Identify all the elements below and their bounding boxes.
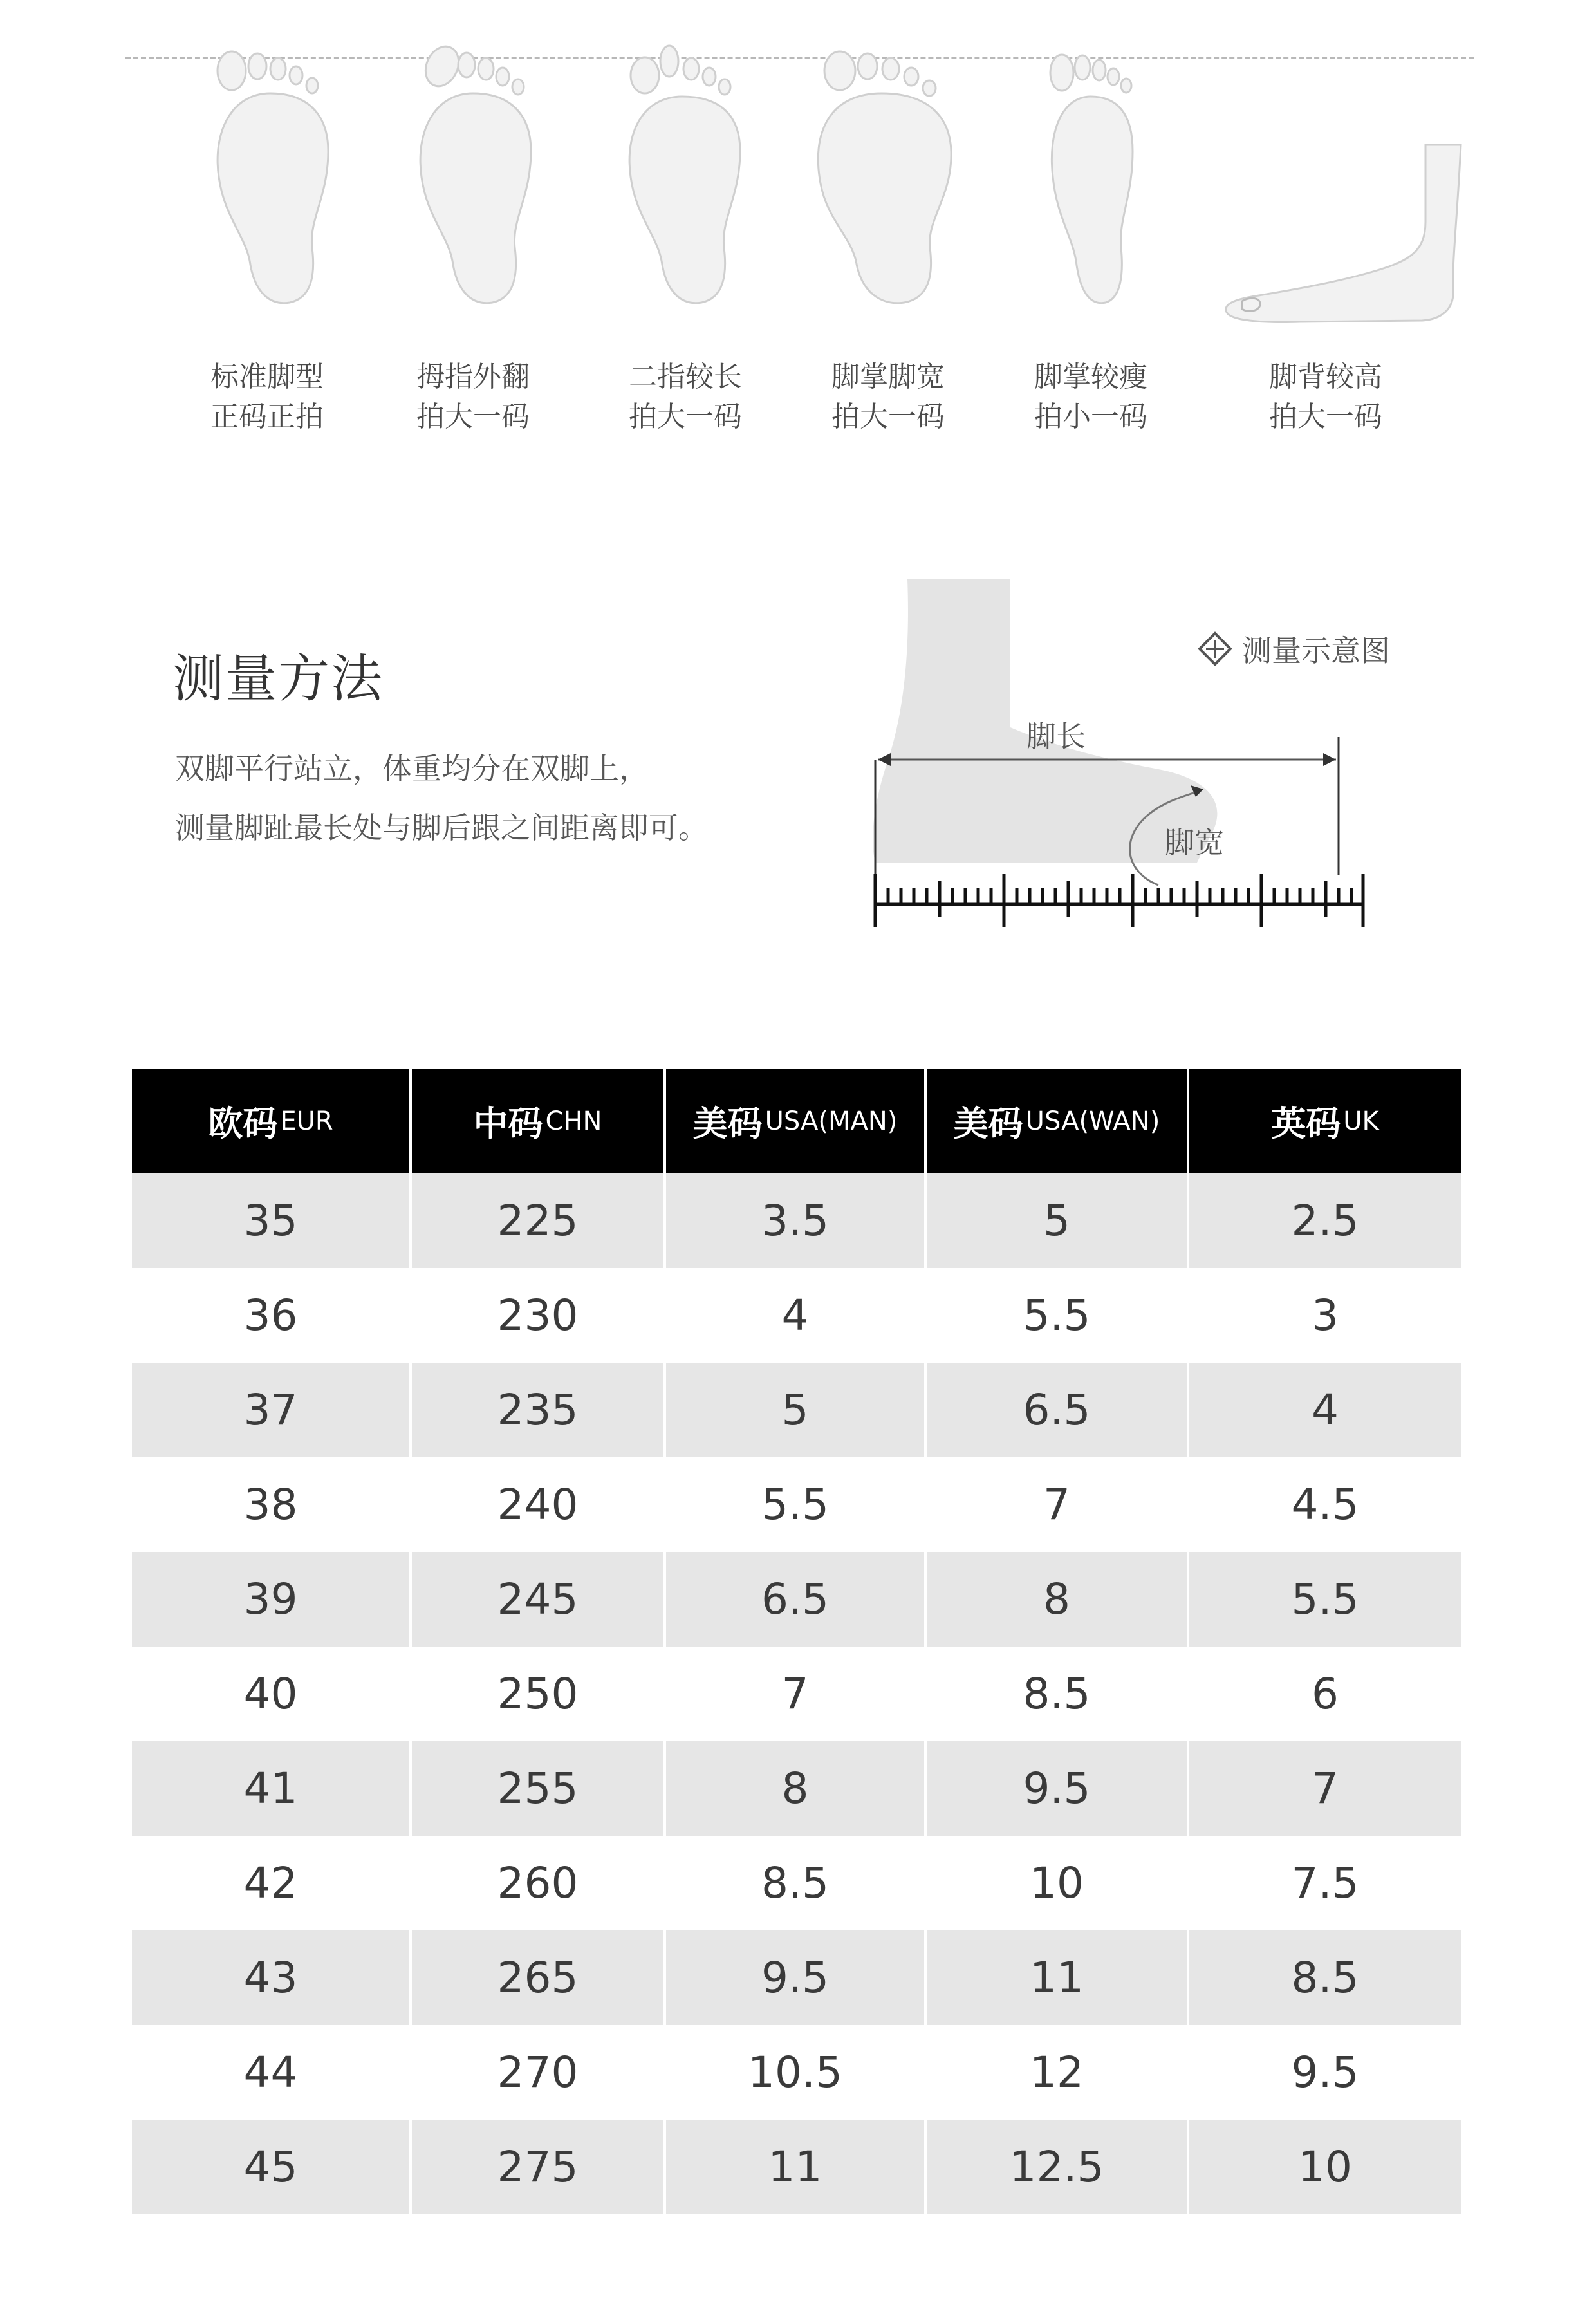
table-cell: 9.5 [666,1930,927,2025]
foot-measure-diagram [862,566,1442,940]
table-header-cell: 美码 USA(WAN) [927,1069,1189,1173]
table-cell: 275 [412,2120,666,2214]
table-cell: 235 [412,1363,666,1457]
table-cell: 37 [132,1363,412,1457]
table-cell: 245 [412,1552,666,1647]
table-cell: 8.5 [1189,1930,1461,2025]
table-cell: 5.5 [666,1457,927,1552]
table-cell: 44 [132,2025,412,2120]
table-cell: 8 [666,1741,927,1836]
table-cell: 5.5 [927,1268,1189,1363]
foot-type-caption: 标准脚型 正码正拍 [210,360,324,433]
measure-title: 测量方法 [172,649,384,709]
table-cell: 3.5 [666,1173,927,1268]
table-header-cell: 欧码 EUR [132,1069,412,1173]
table-row [132,2120,1461,2214]
wide-foot-icon [804,35,959,319]
table-cell: 2.5 [1189,1173,1461,1268]
table-cell: 36 [132,1268,412,1363]
table-cell: 40 [132,1647,412,1741]
table-cell: 35 [132,1173,412,1268]
foot-type-caption: 脚掌较瘦 拍小一码 [1034,360,1147,433]
table-cell: 250 [412,1647,666,1741]
table-cell: 230 [412,1268,666,1363]
table-cell: 10 [1189,2120,1461,2214]
table-cell: 255 [412,1741,666,1836]
table-row [132,1836,1461,1930]
table-row [132,1268,1461,1363]
table-cell: 8.5 [927,1647,1189,1741]
table-cell: 11 [666,2120,927,2214]
table-row [132,1552,1461,1647]
table-cell: 6 [1189,1647,1461,1741]
table-cell: 5 [927,1173,1189,1268]
table-body [132,1173,1461,2214]
table-cell: 7 [1189,1741,1461,1836]
table-cell: 225 [412,1173,666,1268]
foot-length-label: 脚长 [1026,719,1086,754]
table-cell: 4.5 [1189,1457,1461,1552]
table-row [132,1741,1461,1836]
size-table [132,1069,1461,2214]
high-instep-foot-icon [1197,135,1493,328]
table-header-cell: 美码 USA(MAN) [666,1069,927,1173]
table-header-cell: 英码 UK [1189,1069,1461,1173]
long-second-toe-foot-icon [605,35,759,319]
foot-width-label: 脚宽 [1165,825,1224,860]
table-header-row [132,1069,1461,1173]
table-cell: 9.5 [1189,2025,1461,2120]
foot-type-caption: 脚掌脚宽 拍大一码 [831,360,945,433]
ruler [874,874,1364,927]
table-row [132,1647,1461,1741]
table-cell: 270 [412,2025,666,2120]
measure-instruction-line: 双脚平行站立，体重均分在双脚上， [175,751,649,786]
table-cell: 8.5 [666,1836,927,1930]
table-cell: 41 [132,1741,412,1836]
table-cell: 3 [1189,1268,1461,1363]
table-cell: 42 [132,1836,412,1930]
table-cell: 43 [132,1930,412,2025]
table-cell: 240 [412,1457,666,1552]
slim-foot-icon [1010,35,1165,319]
table-cell: 8 [927,1552,1189,1647]
table-cell: 11 [927,1930,1189,2025]
table-cell: 5 [666,1363,927,1457]
bunion-foot-icon [396,35,550,319]
table-header-cell: 中码 CHN [412,1069,666,1173]
table-cell: 10.5 [666,2025,927,2120]
measure-instruction-line: 测量脚趾最长处与脚后跟之间距离即可。 [175,810,708,845]
table-row [132,1363,1461,1457]
table-row [132,1930,1461,2025]
table-cell: 45 [132,2120,412,2214]
table-cell: 39 [132,1552,412,1647]
table-cell: 12.5 [927,2120,1189,2214]
table-row [132,2025,1461,2120]
table-cell: 6.5 [927,1363,1189,1457]
table-cell: 265 [412,1930,666,2025]
table-cell: 12 [927,2025,1189,2120]
table-row [132,1173,1461,1268]
table-cell: 7.5 [1189,1836,1461,1930]
table-cell: 4 [666,1268,927,1363]
table-cell: 260 [412,1836,666,1930]
standard-foot-icon [193,35,348,319]
foot-type-caption: 脚背较高 拍大一码 [1269,360,1382,433]
table-cell: 10 [927,1836,1189,1930]
table-cell: 9.5 [927,1741,1189,1836]
legend-label: 测量示意图 [1242,633,1390,668]
table-row [132,1457,1461,1552]
table-cell: 7 [927,1457,1189,1552]
table-cell: 4 [1189,1363,1461,1457]
foot-type-caption: 拇指外翻 拍大一码 [416,360,530,433]
table-cell: 38 [132,1457,412,1552]
table-cell: 7 [666,1647,927,1741]
table-cell: 5.5 [1189,1552,1461,1647]
table-cell: 6.5 [666,1552,927,1647]
foot-type-caption: 二指较长 拍大一码 [629,360,742,433]
